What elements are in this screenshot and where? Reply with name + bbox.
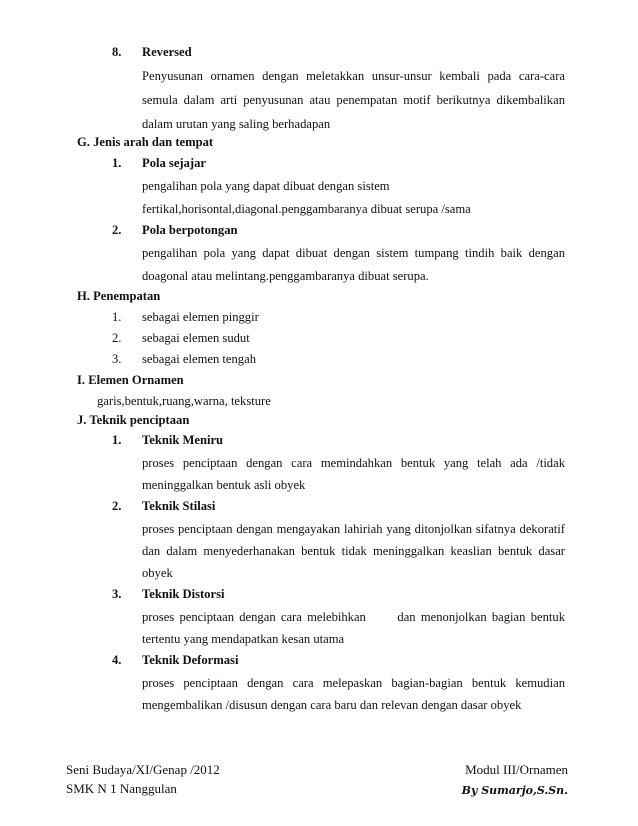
- item-title: Teknik Deformasi: [142, 653, 239, 667]
- paragraph-line: obyek: [142, 566, 173, 580]
- item-number: 8.: [112, 45, 122, 59]
- item-number: 2.: [112, 223, 122, 237]
- list-item: sebagai elemen pinggir: [142, 310, 259, 324]
- item-title: Teknik Stilasi: [142, 499, 216, 513]
- paragraph-line: doagonal atau melintang.penggambaranya dibuat serupa.: [142, 269, 429, 283]
- paragraph-line: meninggalkan bentuk asli obyek: [142, 478, 306, 492]
- item-title: Pola sejajar: [142, 156, 206, 170]
- item-number: 4.: [112, 653, 122, 667]
- item-number: 1.: [112, 433, 122, 447]
- paragraph-line: tertentu yang mendapatkan kesan utama: [142, 632, 345, 646]
- paragraph-line: fertikal,horisontal,diagonal.penggambaranya dibuat serupa /sama: [142, 202, 471, 216]
- paragraph-line: proses penciptaan dengan cara melepaskan bagian-bagian bentuk kemudian: [142, 676, 565, 690]
- item-number: 2.: [112, 331, 122, 345]
- footer-course: Seni Budaya/XI/Genap /2012: [66, 762, 220, 777]
- paragraph-line: proses penciptaan dengan cara melebihkan dan menonjolkan bagian bentuk: [142, 610, 565, 624]
- paragraph-line: dalam urutan yang saling berhadapan: [142, 117, 331, 131]
- paragraph-line: Penyusunan ornamen dengan meletakkan unsur-unsur kembali pada cara-cara: [142, 69, 565, 83]
- item-number: 1.: [112, 156, 122, 170]
- section-heading: I. Elemen Ornamen: [77, 373, 184, 387]
- item-title: Teknik Meniru: [142, 433, 224, 447]
- paragraph-line: pengalihan pola yang dapat dibuat dengan sistem: [142, 179, 390, 193]
- list-item: sebagai elemen tengah: [142, 352, 256, 366]
- item-number: 3.: [112, 352, 122, 366]
- footer-author: By Sumarjo,S.Sn.: [461, 784, 568, 797]
- paragraph-line: proses penciptaan dengan mengayakan lahiriah yang ditonjolkan sifatnya dekoratif: [142, 522, 565, 536]
- footer-school: SMK N 1 Nanggulan: [66, 781, 177, 796]
- section-heading: G. Jenis arah dan tempat: [77, 135, 214, 149]
- item-number: 1.: [112, 310, 122, 324]
- item-title: Teknik Distorsi: [142, 587, 225, 601]
- paragraph-line: pengalihan pola yang dapat dibuat dengan sistem tumpang tindih baik dengan: [142, 246, 565, 260]
- section-heading: H. Penempatan: [77, 289, 161, 303]
- item-title: Pola berpotongan: [142, 223, 238, 237]
- item-title: Reversed: [142, 45, 192, 59]
- item-number: 3.: [112, 587, 122, 601]
- paragraph-line: semula dalam arti penyusunan atau penempatan motif berikutnya dikembalikan: [142, 93, 565, 107]
- list-item: sebagai elemen sudut: [142, 331, 250, 345]
- paragraph-line: mengembalikan /disusun dengan cara baru dan relevan dengan dasar obyek: [142, 698, 522, 712]
- item-number: 2.: [112, 499, 122, 513]
- paragraph-line: garis,bentuk,ruang,warna, teksture: [97, 394, 271, 408]
- paragraph-line: dan dalam menyederhanakan bentuk tidak meninggalkan keaslian bentuk dasar: [142, 544, 565, 558]
- paragraph-line: proses penciptaan dengan cara memindahkan bentuk yang telah ada /tidak: [142, 456, 565, 470]
- section-heading: J. Teknik penciptaan: [77, 413, 190, 427]
- footer-module: Modul III/Ornamen: [465, 762, 568, 777]
